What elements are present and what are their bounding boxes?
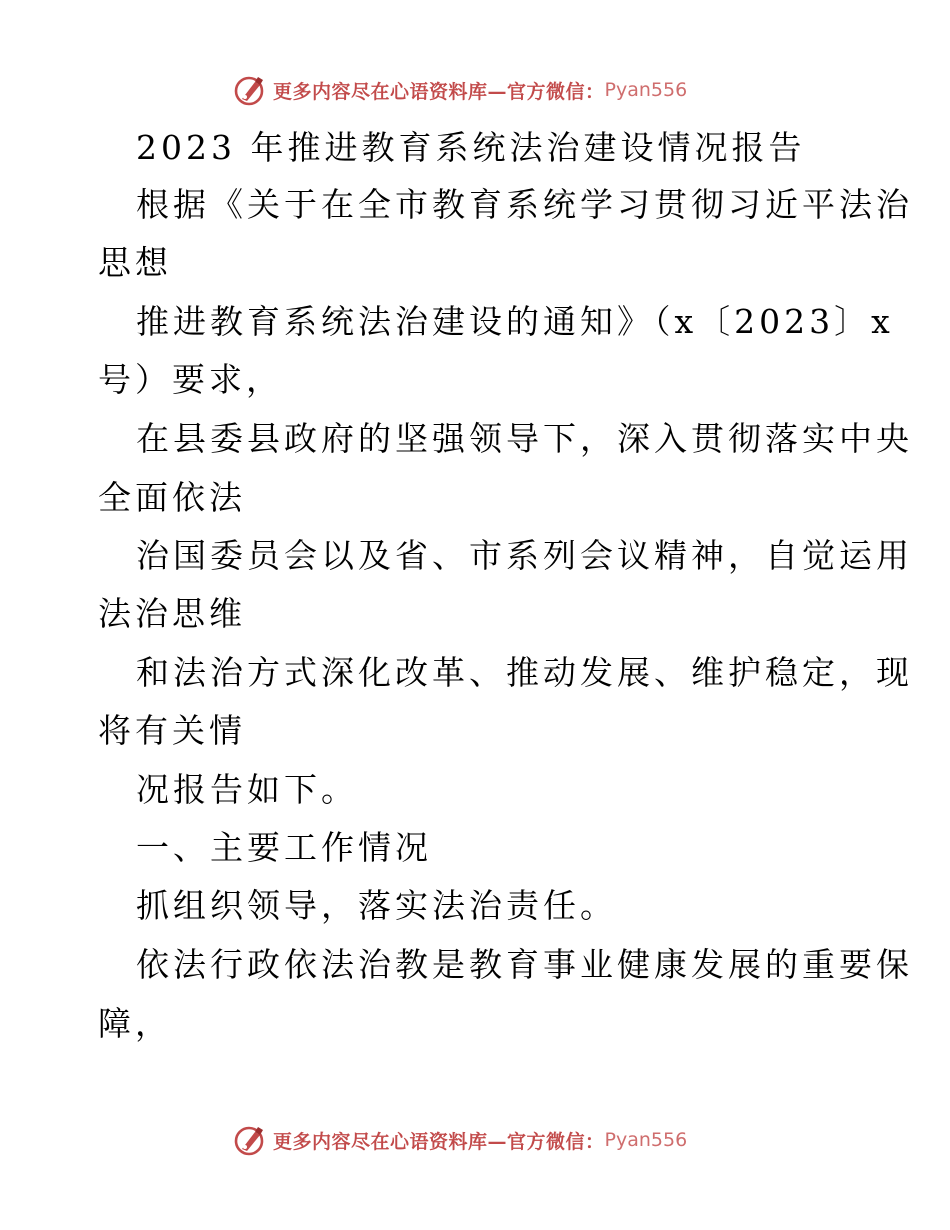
paragraph-line: 依法行政依法治教是教育事业健康发展的重要保 bbox=[136, 945, 913, 984]
footer-watermark-text: 更多内容尽在心语资料库—官方微信： bbox=[273, 1130, 605, 1153]
paragraph-line: 抓组织领导，落实法治责任。 bbox=[136, 886, 617, 925]
section-heading: 一、主要工作情况 bbox=[136, 828, 432, 867]
paragraph-line: 根据《关于在全市教育系统学习贯彻习近平法治 bbox=[136, 185, 913, 224]
paragraph-line: 况报告如下。 bbox=[136, 770, 358, 809]
paragraph-line: 将有关情 bbox=[98, 711, 246, 750]
paragraph-line: 号）要求， bbox=[98, 360, 283, 399]
header-watermark bbox=[233, 72, 713, 108]
paragraph-line: 推进教育系统法治建设的通知》（x〔2023〕x bbox=[136, 302, 894, 341]
header-watermark-text: 更多内容尽在心语资料库—官方微信： bbox=[273, 80, 605, 103]
document-title: 2023 年推进教育系统法治建设情况报告 bbox=[136, 128, 806, 167]
paragraph-line: 治国委员会以及省、市系列会议精神，自觉运用 bbox=[136, 536, 913, 575]
paragraph-line: 思想 bbox=[98, 243, 172, 282]
paragraph-line: 全面依法 bbox=[98, 478, 246, 517]
pen-nib-logo-icon bbox=[233, 73, 267, 107]
pen-nib-logo-icon bbox=[233, 1123, 267, 1157]
paragraph-line: 法治思维 bbox=[98, 594, 246, 633]
footer-watermark bbox=[233, 1122, 713, 1158]
paragraph-line: 在县委县政府的坚强领导下，深入贯彻落实中央 bbox=[136, 419, 913, 458]
paragraph-line: 和法治方式深化改革、推动发展、维护稳定，现 bbox=[136, 653, 913, 692]
header-wechat-id: Pyan556 bbox=[604, 79, 688, 101]
footer-wechat-id: Pyan556 bbox=[604, 1129, 688, 1151]
paragraph-line: 障， bbox=[98, 1004, 172, 1043]
